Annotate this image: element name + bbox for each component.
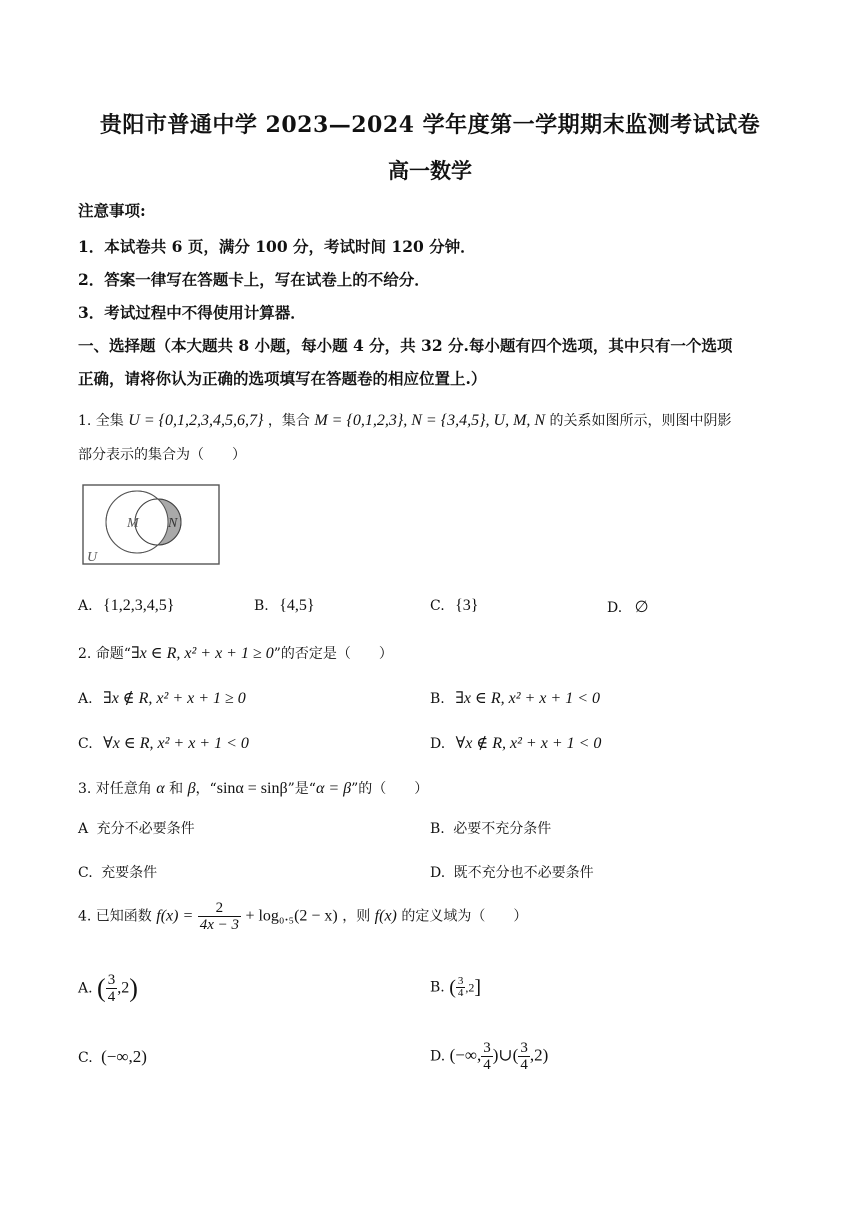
option-label: C. bbox=[430, 598, 445, 614]
option-part: (−∞, bbox=[449, 1045, 482, 1065]
option-tail: ,2 bbox=[117, 979, 130, 997]
q4-prefix: 4. 已知函数 bbox=[78, 908, 152, 925]
q4-mid: ，则 bbox=[342, 908, 371, 925]
notes-heading: 注意事项: bbox=[78, 201, 146, 220]
q2-prefix: 2. 命题“ bbox=[78, 646, 131, 662]
option-value: {1,2,3,4,5} bbox=[103, 597, 175, 614]
question-3 bbox=[78, 778, 428, 798]
q1-option-a[interactable] bbox=[78, 597, 174, 615]
q4-option-d[interactable] bbox=[430, 1040, 548, 1073]
option-label: D. bbox=[430, 736, 446, 752]
option-value: ∃x ∉ R, x² + x + 1 ≥ 0 bbox=[103, 690, 246, 707]
option-value: {4,5} bbox=[279, 597, 315, 614]
option-value: 必要不充分条件 bbox=[453, 821, 552, 837]
section-heading: 一、选择题（本大题共 8 小题，每小题 4 分，共 32 分.每小题有四个选项，其中只有一个选项 bbox=[78, 336, 733, 355]
option-tail: ,2 bbox=[465, 980, 475, 995]
q1-sets: M = {0,1,2,3}, N = {3,4,5}, U, M, N bbox=[314, 412, 546, 429]
option-label: D. bbox=[430, 865, 446, 881]
fraction-denominator: 4 bbox=[107, 989, 116, 1005]
note-item: 3．考试过程中不得使用计算器． bbox=[78, 303, 306, 322]
q3-text: ”的（ ） bbox=[351, 781, 429, 797]
q1-option-b[interactable] bbox=[254, 597, 315, 615]
option-value: ∅ bbox=[634, 599, 649, 616]
option-label: B. bbox=[254, 598, 269, 614]
option-label: C. bbox=[78, 736, 93, 752]
option-label: B. bbox=[430, 979, 445, 996]
option-value: ∀x ∉ R, x² + x + 1 < 0 bbox=[455, 735, 602, 752]
close-paren: ) bbox=[129, 973, 138, 1003]
q4-fraction bbox=[198, 900, 241, 933]
option-label: C. bbox=[78, 1050, 93, 1066]
q1-suffix: 的关系如图所示，则图中阴影 bbox=[549, 413, 732, 429]
q1-universal-set: U = {0,1,2,3,4,5,6,7} bbox=[128, 412, 264, 429]
option-fraction bbox=[481, 1040, 493, 1073]
question-1-line1 bbox=[78, 410, 732, 430]
option-value: (−∞,2) bbox=[101, 1047, 147, 1066]
q4-function-lhs: f(x) = bbox=[156, 907, 194, 925]
option-label: A. bbox=[78, 691, 93, 707]
option-label: D. bbox=[430, 1048, 446, 1065]
option-label: A. bbox=[78, 598, 93, 614]
option-value: 充分不必要条件 bbox=[96, 821, 195, 837]
fraction-denominator: 4x − 3 bbox=[199, 917, 239, 933]
label-u: U bbox=[87, 550, 98, 565]
q4-suffix: 的定义域为（ ） bbox=[401, 908, 528, 925]
option-label: B. bbox=[430, 821, 445, 837]
option-value: ∃x ∈ R, x² + x + 1 < 0 bbox=[455, 690, 600, 707]
q2-option-d[interactable] bbox=[430, 733, 601, 753]
question-2 bbox=[78, 643, 393, 663]
q3-option-b[interactable] bbox=[430, 818, 551, 838]
q1-option-d[interactable] bbox=[607, 597, 649, 617]
beta-symbol: β bbox=[187, 780, 196, 797]
option-label: A bbox=[78, 821, 89, 837]
option-value: ∀x ∈ R, x² + x + 1 < 0 bbox=[103, 735, 249, 752]
label-m: M bbox=[127, 516, 139, 531]
q3-option-c[interactable] bbox=[78, 862, 157, 882]
fraction-numerator: 3 bbox=[457, 975, 464, 987]
fraction-denominator: 4 bbox=[457, 987, 464, 999]
page-title: 贵阳市普通中学 2023—2024 学年度第一学期期末监测考试试卷 bbox=[99, 112, 761, 138]
option-label: D. bbox=[607, 600, 623, 616]
note-item: 1．本试卷共 6 页，满分 100 分，考试时间 120 分钟． bbox=[78, 237, 476, 256]
question-4 bbox=[78, 900, 527, 933]
option-label: A. bbox=[78, 980, 93, 997]
q2-option-a[interactable] bbox=[78, 688, 246, 708]
note-item: 2．答案一律写在答题卡上，写在试卷上的不给分． bbox=[78, 270, 430, 289]
option-fraction bbox=[518, 1040, 530, 1073]
fraction-numerator: 3 bbox=[520, 1040, 528, 1056]
open-paren: ( bbox=[97, 973, 106, 1003]
q3-text: 3. 对任意角 bbox=[78, 781, 152, 797]
fraction-numerator: 3 bbox=[107, 972, 116, 988]
option-fraction bbox=[456, 976, 466, 999]
q1-mid: ，集合 bbox=[267, 413, 310, 429]
q2-option-c[interactable] bbox=[78, 733, 249, 753]
q4-log-term: + log₀.₅(2 − x) bbox=[245, 907, 338, 925]
q3-text: ”是“ bbox=[287, 781, 316, 797]
option-value: 既不充分也不必要条件 bbox=[453, 865, 594, 881]
q3-condition2: α = β bbox=[315, 780, 352, 797]
q3-option-a[interactable] bbox=[78, 818, 195, 838]
q2-proposition: ∃x ∈ R, x² + x + 1 ≥ 0 bbox=[130, 645, 274, 662]
q3-text: ，“ bbox=[195, 781, 217, 797]
q1-prefix: 1. 全集 bbox=[78, 413, 124, 429]
q3-text: 和 bbox=[169, 781, 184, 797]
q3-condition: sinα = sinβ bbox=[216, 780, 288, 797]
fraction-denominator: 4 bbox=[483, 1057, 491, 1073]
section-heading-cont: 正确，请将你认为正确的选项填写在答题卷的相应位置上.） bbox=[78, 369, 487, 388]
option-part: )∪( bbox=[492, 1045, 519, 1065]
q1-option-c[interactable] bbox=[430, 597, 478, 615]
fraction-denominator: 4 bbox=[520, 1057, 528, 1073]
q4-option-c[interactable] bbox=[78, 1047, 147, 1067]
fraction-numerator: 3 bbox=[483, 1040, 491, 1056]
page-subtitle: 高一数学 bbox=[388, 158, 472, 183]
q2-option-b[interactable] bbox=[430, 688, 600, 708]
close-bracket: ] bbox=[474, 976, 482, 999]
option-label: B. bbox=[430, 691, 445, 707]
option-part: ,2) bbox=[529, 1045, 549, 1065]
label-n: N bbox=[168, 516, 178, 531]
option-fraction bbox=[106, 972, 118, 1005]
option-value: {3} bbox=[455, 597, 479, 614]
q4-option-b[interactable] bbox=[430, 976, 481, 999]
question-1-line2: 部分表示的集合为（ ） bbox=[78, 447, 246, 463]
q4-fx: f(x) bbox=[374, 907, 397, 925]
open-paren: ( bbox=[449, 976, 456, 999]
q2-suffix: ”的否定是（ ） bbox=[273, 646, 393, 662]
q4-option-a[interactable] bbox=[78, 972, 138, 1005]
venn-diagram bbox=[82, 484, 222, 566]
option-value: 充要条件 bbox=[101, 865, 158, 881]
q3-option-d[interactable] bbox=[430, 862, 594, 882]
alpha-symbol: α bbox=[156, 780, 165, 797]
fraction-numerator: 2 bbox=[198, 900, 241, 917]
option-label: C. bbox=[78, 865, 93, 881]
